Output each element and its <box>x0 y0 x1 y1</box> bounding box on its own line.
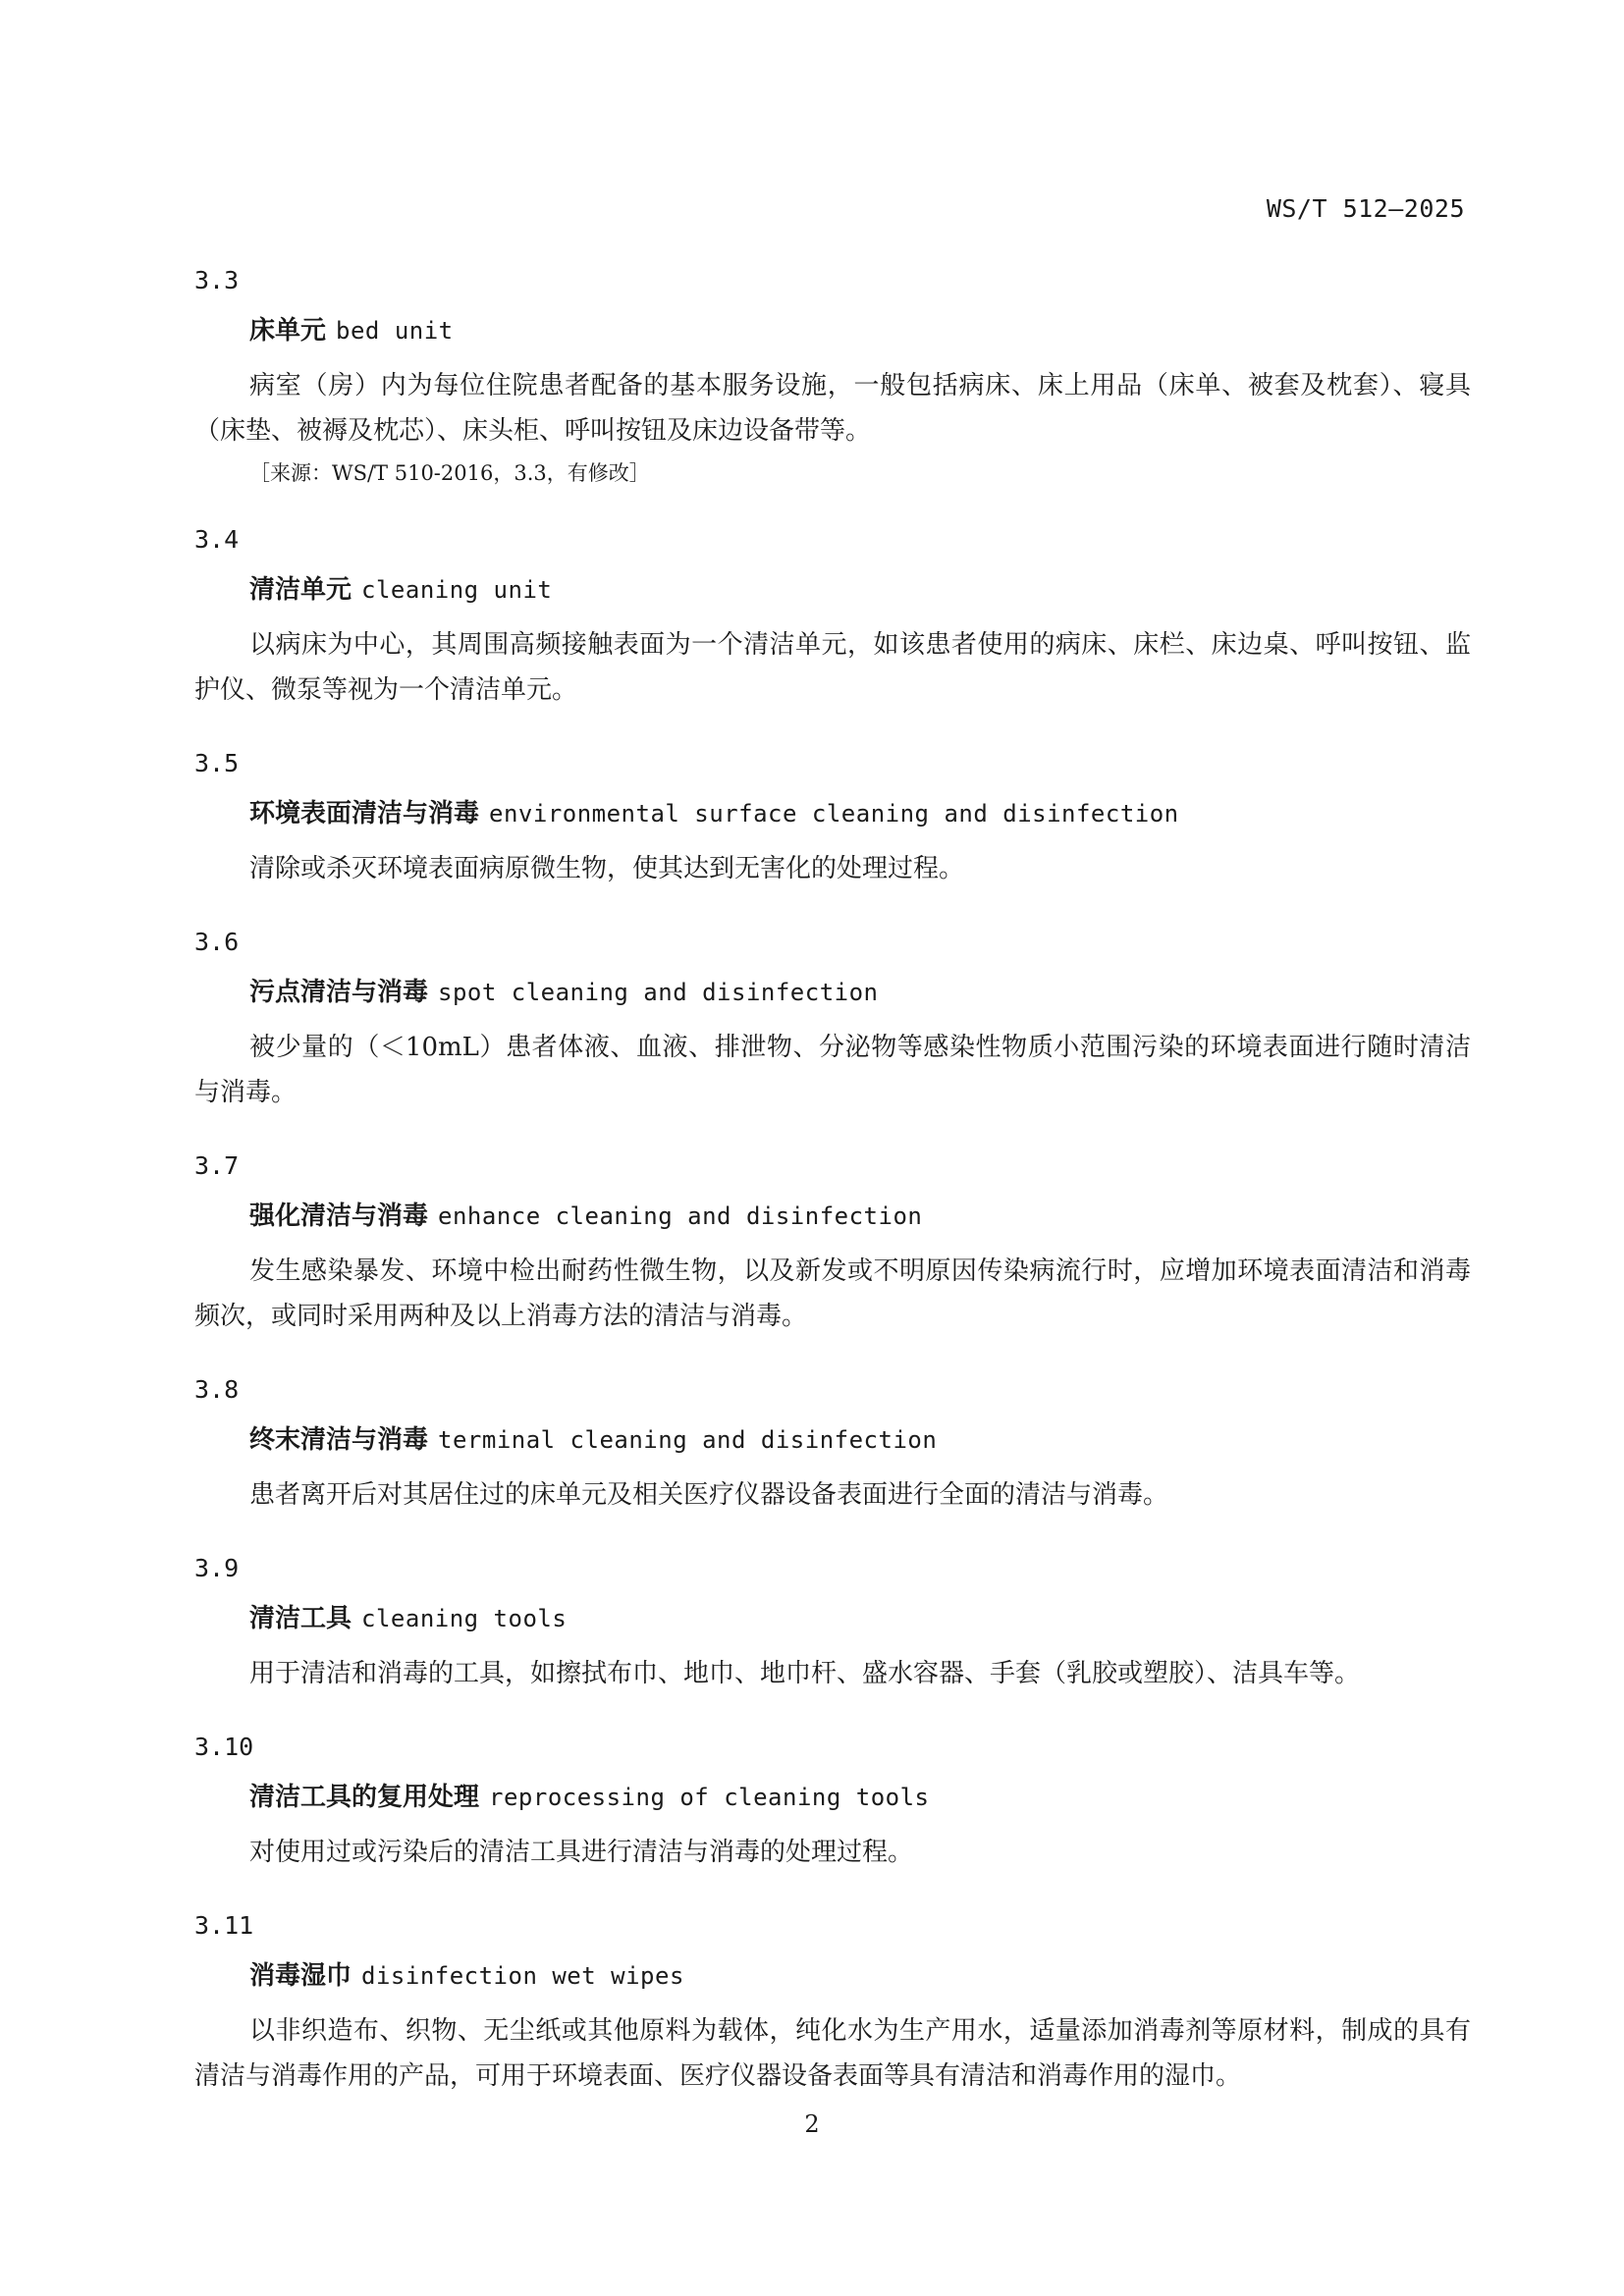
term-heading <box>249 571 1471 609</box>
term-chinese: 环境表面清洁与消毒 <box>249 799 480 828</box>
term-chinese: 清洁工具的复用处理 <box>249 1783 480 1812</box>
term-number: 3.6 <box>194 928 240 956</box>
term-chinese: 床单元 <box>249 316 327 346</box>
term-definition: 被少量的（＜10mL）患者体液、血液、排泄物、分泌物等感染性物质小范围污染的环境表面进行随时清洁与消毒。 <box>194 1033 1471 1107</box>
term-definition: 发生感染暴发、环境中检出耐药性微生物，以及新发或不明原因传染病流行时，应增加环境表面清洁和消毒频次，或同时采用两种及以上消毒方法的清洁与消毒。 <box>194 1256 1471 1331</box>
term-heading <box>249 1198 1471 1235</box>
term-entry <box>194 522 1471 713</box>
term-english: environmental surface cleaning and disinfection <box>489 800 1179 828</box>
term-heading <box>249 795 1471 832</box>
term-definition: 用于清洁和消毒的工具，如擦拭布巾、地巾、地巾杆、盛水容器、手套（乳胶或塑胶）、洁具车等。 <box>249 1659 1361 1688</box>
term-heading <box>249 1779 1471 1816</box>
term-number: 3.8 <box>194 1375 240 1404</box>
document-code: WS/T 512—2025 <box>1266 194 1465 223</box>
term-definition: 患者离开后对其居住过的床单元及相关医疗仪器设备表面进行全面的清洁与消毒。 <box>249 1480 1169 1510</box>
term-number: 3.11 <box>194 1911 254 1940</box>
term-chinese: 清洁单元 <box>249 575 352 605</box>
term-entry <box>194 746 1471 891</box>
term-entry <box>194 263 1471 489</box>
term-entry <box>194 1372 1471 1518</box>
term-heading <box>249 1421 1471 1459</box>
term-heading <box>249 1957 1471 1995</box>
term-number: 3.4 <box>194 525 240 554</box>
term-entry <box>194 1908 1471 2099</box>
term-entry <box>194 925 1471 1115</box>
term-number: 3.7 <box>194 1151 240 1180</box>
term-chinese: 消毒湿巾 <box>249 1961 352 1991</box>
term-english: enhance cleaning and disinfection <box>438 1202 923 1230</box>
term-source: ［来源：WS/T 510-2016，3.3，有修改］ <box>249 461 650 485</box>
term-chinese: 清洁工具 <box>249 1604 352 1633</box>
term-entry <box>194 1551 1471 1696</box>
term-heading <box>249 1600 1471 1637</box>
term-english: reprocessing of cleaning tools <box>489 1784 930 1811</box>
term-number: 3.5 <box>194 749 240 777</box>
term-definition: 以非织造布、织物、无尘纸或其他原料为载体，纯化水为生产用水，适量添加消毒剂等原材料，制成的具有清洁与消毒作用的产品，可用于环境表面、医疗仪器设备表面等具有清洁和消毒作用的湿巾。 <box>194 2016 1471 2091</box>
term-entry <box>194 1148 1471 1339</box>
term-heading <box>249 312 1471 349</box>
term-chinese: 污点清洁与消毒 <box>249 978 429 1007</box>
term-english: spot cleaning and disinfection <box>438 979 879 1006</box>
term-english: cleaning tools <box>361 1605 568 1632</box>
term-chinese: 终末清洁与消毒 <box>249 1425 429 1455</box>
term-english: bed unit <box>336 317 454 345</box>
term-english: disinfection wet wipes <box>361 1962 684 1990</box>
term-number: 3.10 <box>194 1733 254 1761</box>
term-number: 3.9 <box>194 1554 240 1582</box>
terms-list <box>194 263 1471 2132</box>
term-english: terminal cleaning and disinfection <box>438 1426 938 1454</box>
page-number: 2 <box>804 2110 820 2138</box>
term-entry <box>194 1730 1471 1875</box>
term-english: cleaning unit <box>361 576 553 604</box>
term-definition: 病室（房）内为每位住院患者配备的基本服务设施，一般包括病床、床上用品（床单、被套及枕套）、寝具（床垫、被褥及枕芯）、床头柜、呼叫按钮及床边设备带等。 <box>194 371 1471 446</box>
term-definition: 以病床为中心，其周围高频接触表面为一个清洁单元，如该患者使用的病床、床栏、床边桌、呼叫按钮、监护仪、微泵等视为一个清洁单元。 <box>194 630 1471 705</box>
term-definition: 清除或杀灭环境表面病原微生物，使其达到无害化的处理过程。 <box>249 854 965 883</box>
term-definition: 对使用过或污染后的清洁工具进行清洁与消毒的处理过程。 <box>249 1838 914 1867</box>
term-number: 3.3 <box>194 266 240 294</box>
term-chinese: 强化清洁与消毒 <box>249 1201 429 1231</box>
term-heading <box>249 974 1471 1011</box>
